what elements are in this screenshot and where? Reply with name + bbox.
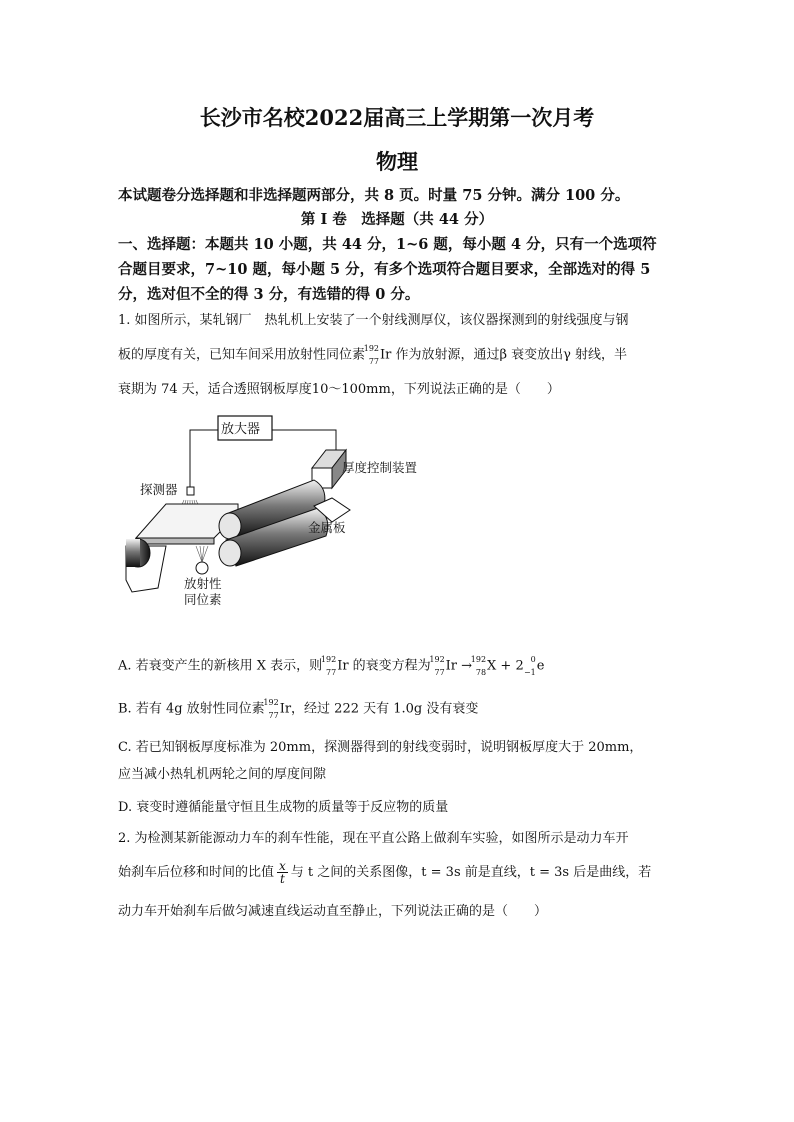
q1-stem-2: 板的厚度有关，已知车间采用放射性同位素 192 77 Ir 作为放射源，通过β 衰变放出γ 射线，半	[118, 344, 628, 366]
wire-right	[272, 430, 336, 450]
q1-option-c-1: C. 若已知钢板厚度标准为 20mm，探测器得到的射线变弱时，说明钢板厚度大于 20mm，	[118, 740, 643, 755]
q2-stem-2: 始刹车后位移和时间的比值 $\frac{x}{t}$ 与 t 之间的关系图像，t = 3s 前是直线，t = 3s 后是曲线，若	[118, 859, 652, 886]
part1-instructions-1: 一、选择题：本题共 10 小题，共 44 分，1~6 题，每小题 4 分，只有一个选项符	[118, 236, 657, 253]
q1-option-d: D. 衰变时遵循能量守恒且生成物的质量等于反应物的质量	[118, 800, 449, 815]
exam-title: 长沙市名校2022届高三上学期第一次月考	[199, 105, 595, 130]
q1-stem-3: 衰期为 74 天，适合透照钢板厚度10～100mm，下列说法正确的是（ ）	[118, 382, 560, 397]
x-over-t-fraction: $\frac{x}{t}$	[279, 859, 286, 886]
q2-stem-1: 2. 为检测某新能源动力车的刹车性能，现在平直公路上做刹车实验，如图所示是动力车开	[118, 831, 629, 846]
exam-info: 本试题卷分选择题和非选择题两部分，共 8 页。时量 75 分钟。满分 100 分。	[118, 187, 630, 204]
control-device-label: 厚度控制装置	[342, 460, 418, 475]
amplifier-label: 放大器	[221, 422, 261, 437]
section-title: 第 I 卷 选择题（共 44 分）	[300, 211, 494, 228]
radiation-rays-bottom	[196, 546, 208, 562]
q1-option-a: A. 若衰变产生的新核用 X 表示，则 192 77 Ir 的衰变方程为 192 77 Ir → 192 78 X + 2 0 −1 e	[118, 655, 545, 677]
metal-plate-edge	[136, 538, 214, 544]
thickness-gauge-figure	[118, 410, 448, 610]
detector-label: 探测器	[140, 482, 178, 497]
nuclide-ir: 192 77	[363, 344, 380, 366]
q1-option-c-2: 应当减小热轧机两轮之间的厚度间隙	[118, 767, 327, 782]
detector-box	[187, 487, 194, 495]
q1-option-b: B. 若有 4g 放射性同位素 192 77 Ir，经过 222 天有 1.0g 没有衰变	[118, 698, 479, 720]
metal-plate-label: 金属板	[308, 520, 346, 535]
part1-instructions-3: 分，选对但不全的得 3 分，有选错的得 0 分。	[118, 286, 420, 303]
radioactive-source-icon	[196, 562, 208, 574]
wire-left	[190, 430, 218, 487]
q2-stem-3: 动力车开始刹车后做匀减速直线运动直至静止，下列说法正确的是（ ）	[118, 904, 548, 919]
part1-instructions-2: 合题目要求，7~10 题，每小题 5 分，有多个选项符合题目要求，全部选对的得 5	[118, 261, 651, 278]
exam-subject: 物理	[376, 149, 418, 174]
source-label-1: 放射性	[184, 576, 222, 591]
source-label-2: 同位素	[184, 592, 222, 607]
q1-stem-1: 1. 如图所示，某轧钢厂 热轧机上安装了一个射线测厚仪，该仪器探测到的射线强度与钢	[118, 313, 629, 328]
